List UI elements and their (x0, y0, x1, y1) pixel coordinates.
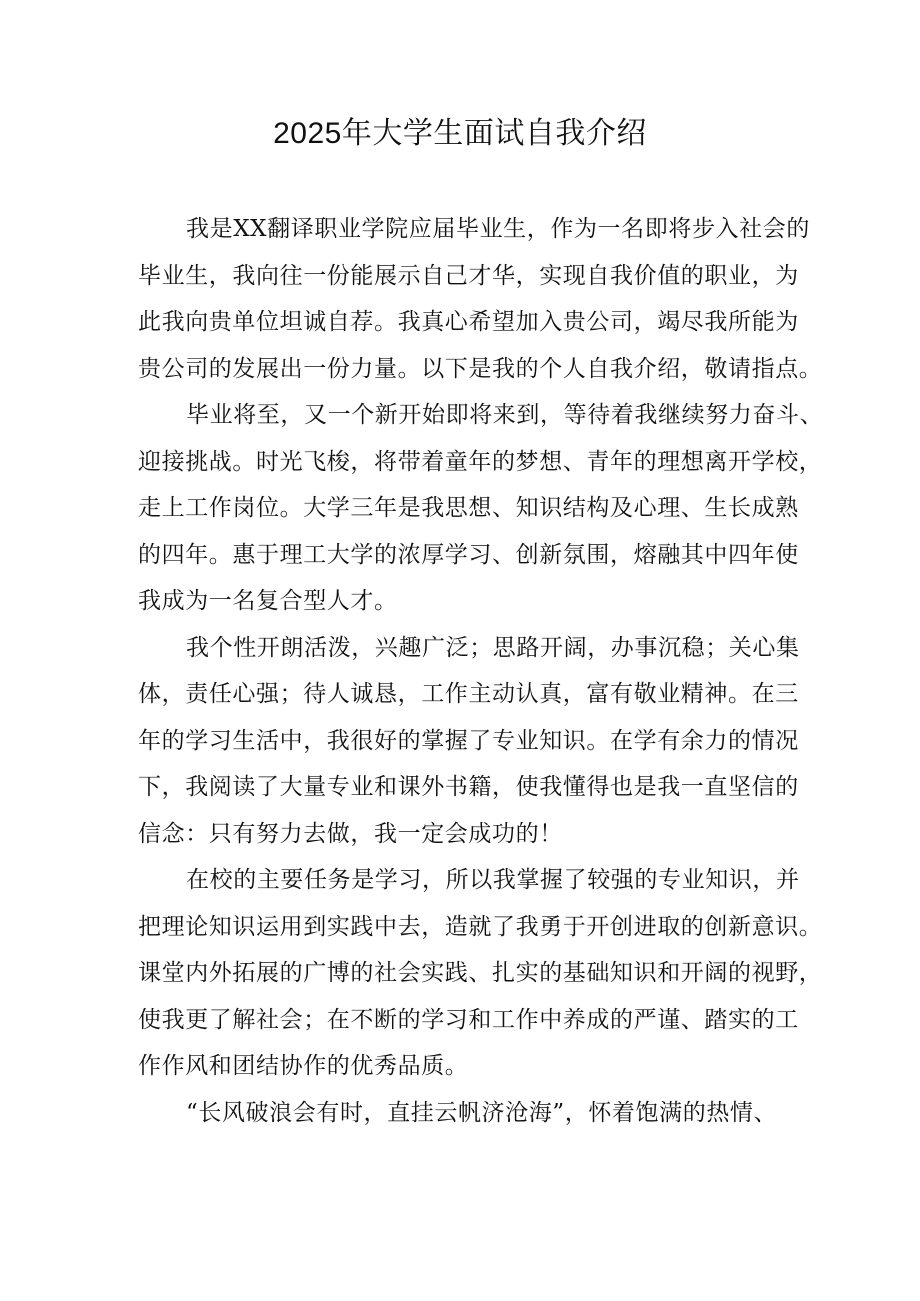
body-text-line: 年的学习生活中，我很好的掌握了专业知识。在学有余力的情况 (138, 727, 799, 754)
body-text-line: 我成为一名复合型人才。 (138, 588, 398, 614)
body-text-line: 课堂内外拓展的广博的社会实践、扎实的基础知识和开阔的视野， (138, 960, 823, 986)
body-text-line: 贵公司的发展出一份力量。以下是我的个人自我介绍，敬请指点。 (138, 355, 823, 382)
body-text-line: 作作风和团结协作的优秀品质。 (138, 1053, 469, 1079)
body-text-line: 我是XX翻译职业学院应届毕业生，作为一名即将步入社会的 (186, 216, 810, 242)
document-title: 2025年大学生面试自我介绍 (273, 117, 647, 150)
body-text-line: 走上工作岗位。大学三年是我思想、知识结构及心理、生长成熟 (138, 495, 799, 521)
body-text-line: 毕业将至，又一个新开始即将来到，等待着我继续努力奋斗、 (186, 402, 824, 428)
body-text-line: 下，我阅读了大量专业和课外书籍，使我懂得也是我一直坚信的 (138, 774, 799, 800)
body-text-line: 信念：只有努力去做，我一定会成功的！ (138, 820, 563, 847)
body-text-line: 毕业生，我向往一份能展示自己才华，实现自我价值的职业，为 (138, 262, 799, 289)
body-text-line: 体，责任心强；待人诚恳，工作主动认真，富有敬业精神。在三 (138, 681, 799, 707)
body-text-line: 的四年。惠于理工大学的浓厚学习、创新氛围，熔融其中四年使 (138, 541, 799, 568)
body-text-line: 把理论知识运用到实践中去，造就了我勇于开创进取的创新意识。 (138, 913, 823, 940)
body-text-line: 迎接挑战。时光飞梭，将带着童年的梦想、青年的理想离开学校， (138, 448, 823, 475)
body-text-line: 我个性开朗活泼，兴趣广泛；思路开阔，办事沉稳；关心集 (186, 634, 800, 661)
body-text-line: 在校的主要任务是学习，所以我掌握了较强的专业知识，并 (186, 867, 800, 893)
body-text-line: “长风破浪会有时，直挂云帆济沧海”，怀着饱满的热情、 (186, 1099, 778, 1126)
document-body (138, 206, 824, 1136)
body-text-line: 此我向贵单位坦诚自荐。我真心希望加入贵公司，竭尽我所能为 (138, 309, 799, 335)
body-text-line: 使我更了解社会；在不断的学习和工作中养成的严谨、踏实的工 (138, 1006, 799, 1033)
